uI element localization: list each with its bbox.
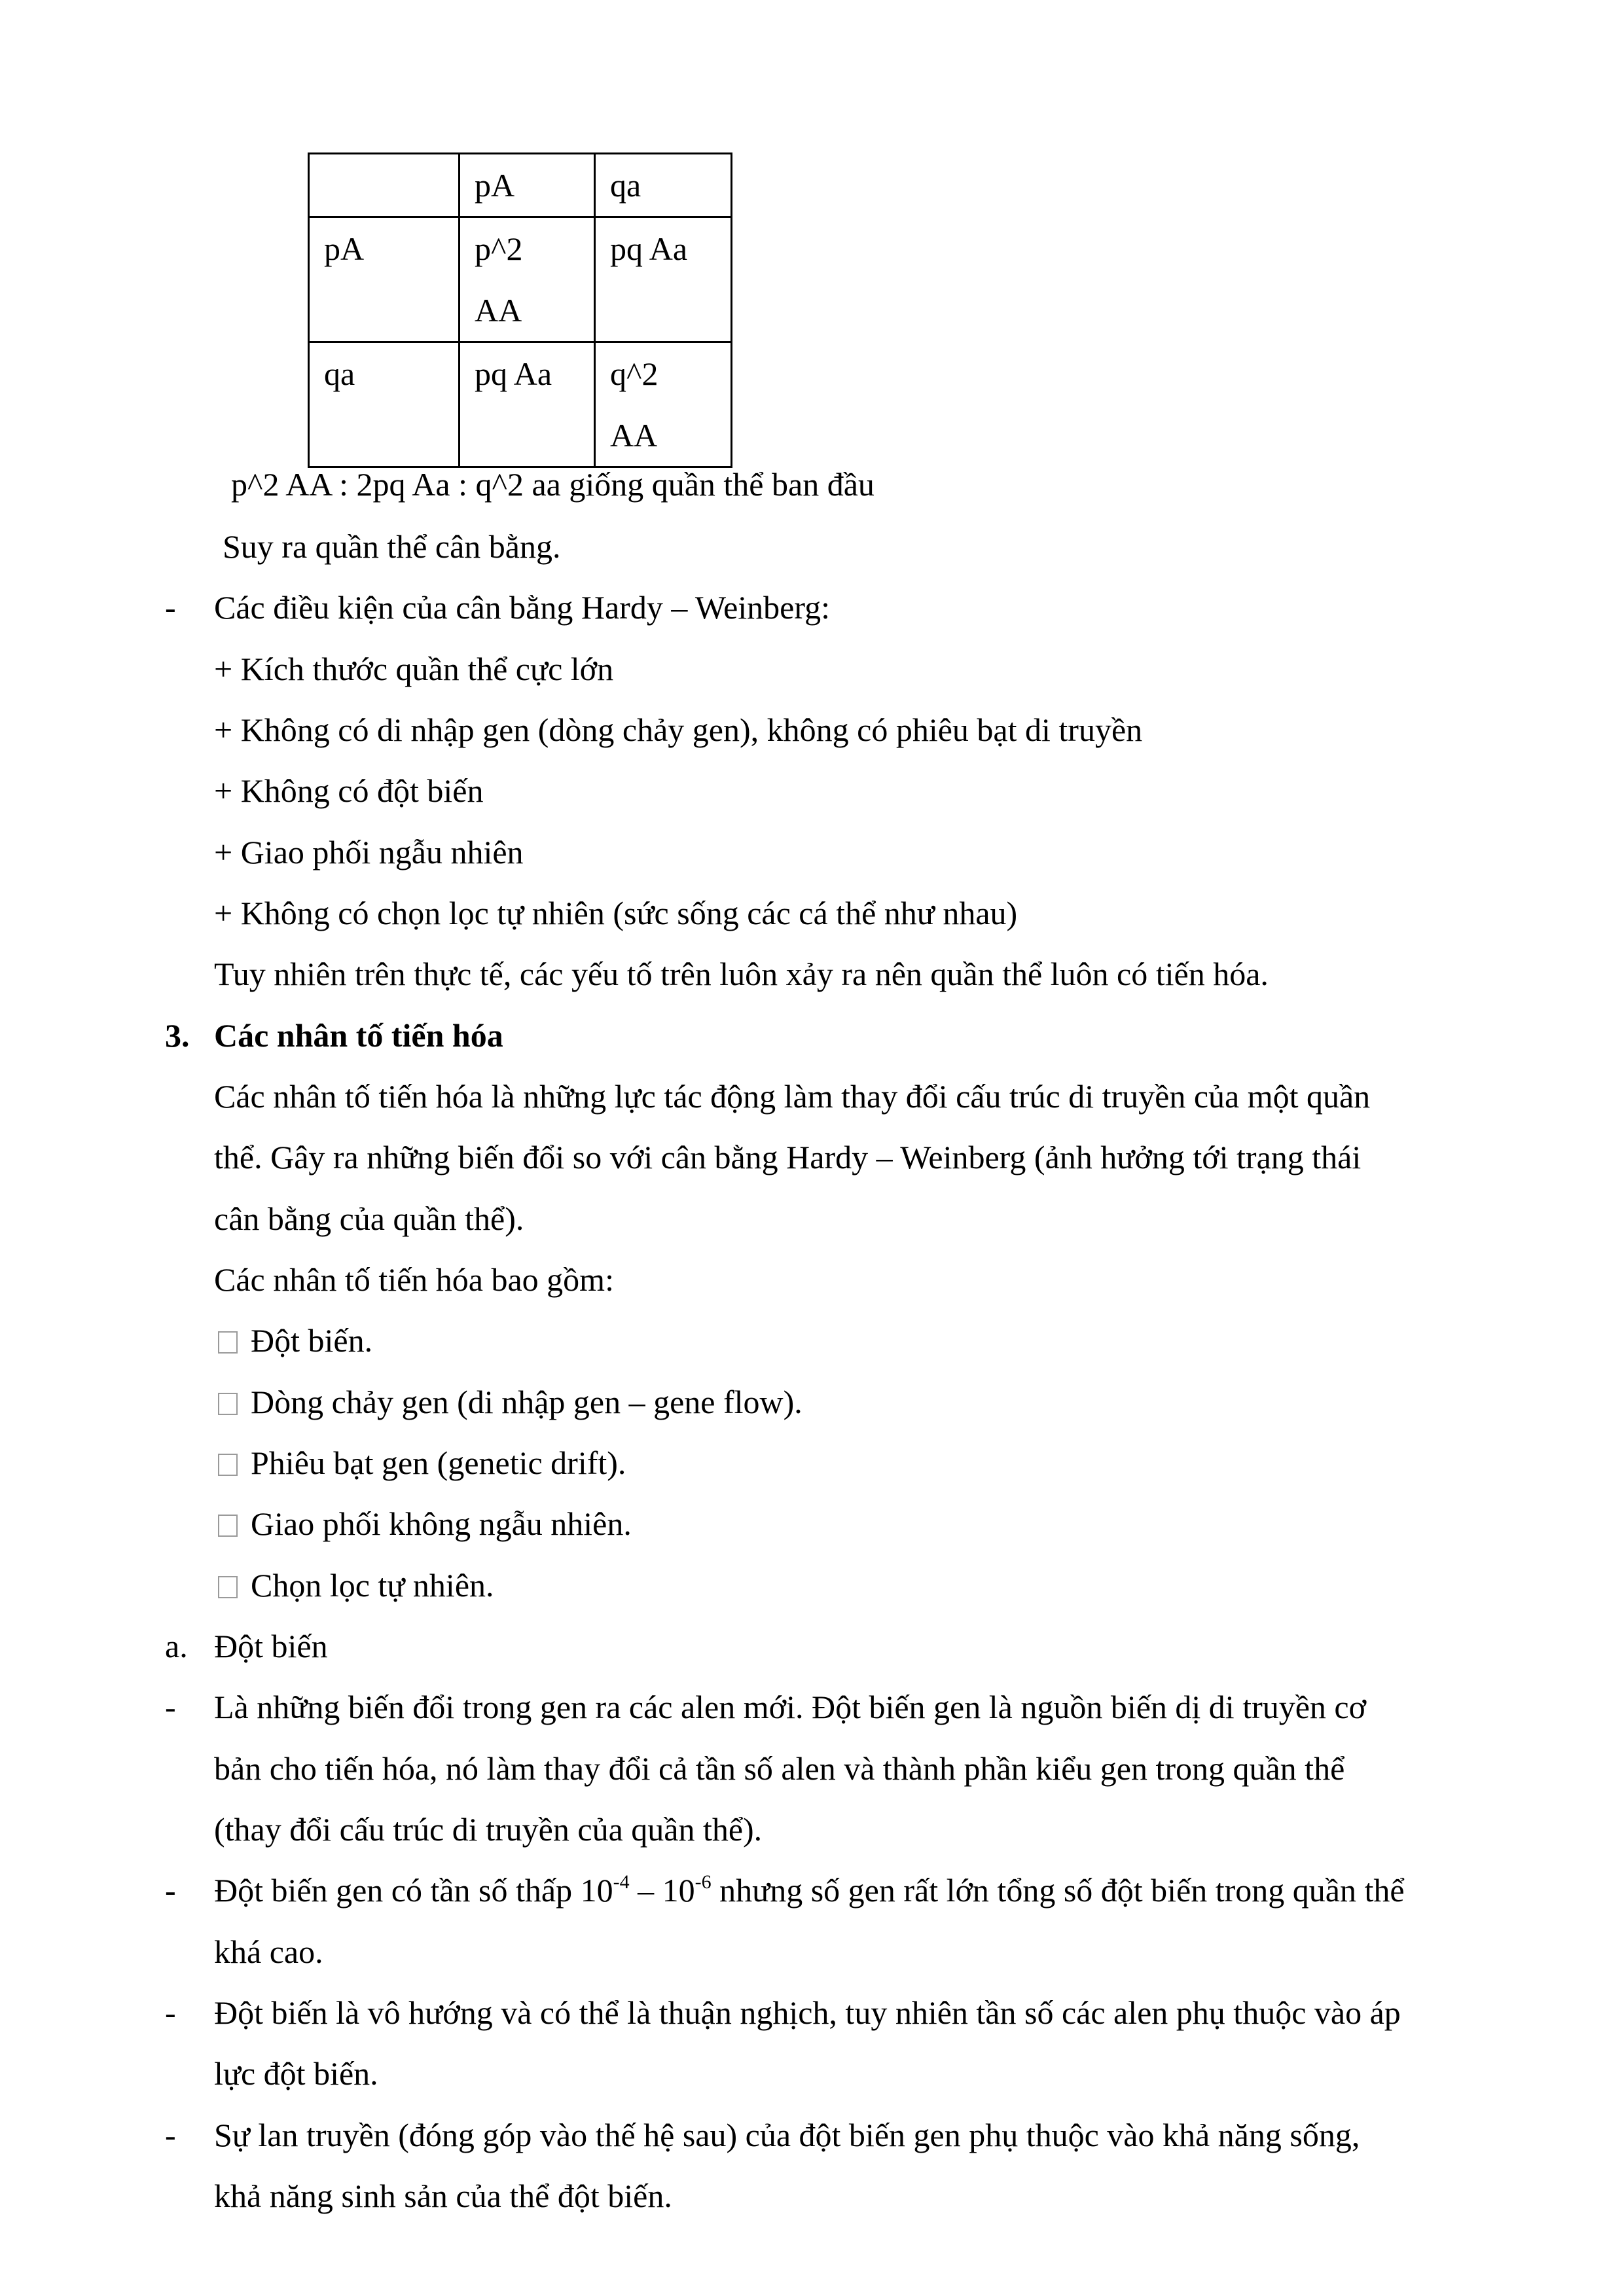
checkbox-icon: [218, 1515, 238, 1537]
condition-item: + Giao phối ngẫu nhiên: [214, 834, 524, 870]
paragraph-line: Các nhân tố tiến hóa là những lực tác động làm thay đổi cấu trúc di truyền của một quần: [214, 1078, 1371, 1115]
punnett-row-label: qa: [309, 342, 460, 467]
subsection-label: a.: [165, 1628, 188, 1664]
bullet-line: lực đột biến.: [214, 2055, 378, 2092]
mutation-frequency-line: Đột biến gen có tần số thấp $10^{-4} - 10^{-6}$ nhưng số gen rất lớn tổng số đột biến trong quần thể: [214, 1871, 1405, 1909]
condition-item: + Không có đột biến: [214, 772, 484, 809]
paragraph-line: cân bằng của quần thể).: [214, 1200, 524, 1237]
paragraph-line: thể. Gây ra những biến đổi so với cân bằng Hardy – Weinberg (ảnh hưởng tới trạng thái: [214, 1139, 1362, 1175]
factor-item: Giao phối không ngẫu nhiên.: [218, 1504, 632, 1543]
section-number: 3.: [165, 1017, 190, 1054]
punnett-cell: pq Aa: [595, 217, 732, 342]
punnett-square: [308, 152, 732, 468]
punnett-cell: q^2 AA: [595, 342, 732, 467]
punnett-header-cell: pA: [460, 154, 595, 217]
list-bullet: -: [165, 1994, 176, 2031]
bullet-line: Sự lan truyền (đóng góp vào thế hệ sau) của đột biến gen phụ thuộc vào khả năng sống,: [214, 2117, 1360, 2153]
factors-heading: Các nhân tố tiến hóa bao gồm:: [214, 1261, 614, 1298]
list-bullet: -: [165, 2117, 176, 2153]
condition-item: + Không có chọn lọc tự nhiên (sức sống các cá thể như nhau): [214, 895, 1018, 931]
list-bullet: -: [165, 589, 176, 626]
bullet-line: bản cho tiến hóa, nó làm thay đổi cả tần số alen và thành phần kiểu gen trong quần thể: [214, 1750, 1345, 1787]
condition-item: + Kích thước quần thể cực lớn: [214, 651, 614, 687]
conditions-heading: Các điều kiện của cân bằng Hardy – Weinberg:: [214, 589, 831, 626]
result-ratio: p^2 AA : 2pq Aa : q^2 aa giống quần thể ban đầu: [231, 466, 875, 503]
list-bullet: -: [165, 1872, 176, 1909]
punnett-cell: pq Aa: [460, 342, 595, 467]
checkbox-icon: [218, 1454, 238, 1476]
bullet-line: Là những biến đổi trong gen ra các alen mới. Đột biến gen là nguồn biến dị di truyền cơ: [214, 1689, 1367, 1725]
condition-item: + Không có di nhập gen (dòng chảy gen), không có phiêu bạt di truyền: [214, 711, 1143, 748]
bullet-line: khá cao.: [214, 1933, 323, 1970]
punnett-header-cell: qa: [595, 154, 732, 217]
checkbox-icon: [218, 1576, 238, 1598]
punnett-corner-cell: [309, 154, 460, 217]
factor-item: Dòng chảy gen (di nhập gen – gene flow).: [218, 1382, 803, 1422]
conditions-note: Tuy nhiên trên thực tế, các yếu tố trên luôn xảy ra nên quần thể luôn có tiến hóa.: [214, 956, 1269, 992]
bullet-line: (thay đổi cấu trúc di truyền của quần thể).: [214, 1811, 763, 1848]
subsection-title: Đột biến: [214, 1628, 328, 1664]
bullet-line: Đột biến là vô hướng và có thể là thuận nghịch, tuy nhiên tần số các alen phụ thuộc vào áp: [214, 1994, 1401, 2031]
checkbox-icon: [218, 1393, 238, 1415]
section-title: Các nhân tố tiến hóa: [214, 1017, 503, 1054]
factor-item: Chọn lọc tự nhiên.: [218, 1566, 494, 1605]
punnett-cell: p^2 AA: [460, 217, 595, 342]
bullet-line: khả năng sinh sản của thể đột biến.: [214, 2178, 672, 2214]
factor-item: Đột biến.: [218, 1321, 372, 1360]
punnett-row-label: pA: [309, 217, 460, 342]
list-bullet: -: [165, 1689, 176, 1725]
checkbox-icon: [218, 1331, 238, 1354]
conclusion-text: Suy ra quần thể cân bằng.: [223, 528, 561, 565]
factor-item: Phiêu bạt gen (genetic drift).: [218, 1443, 626, 1482]
